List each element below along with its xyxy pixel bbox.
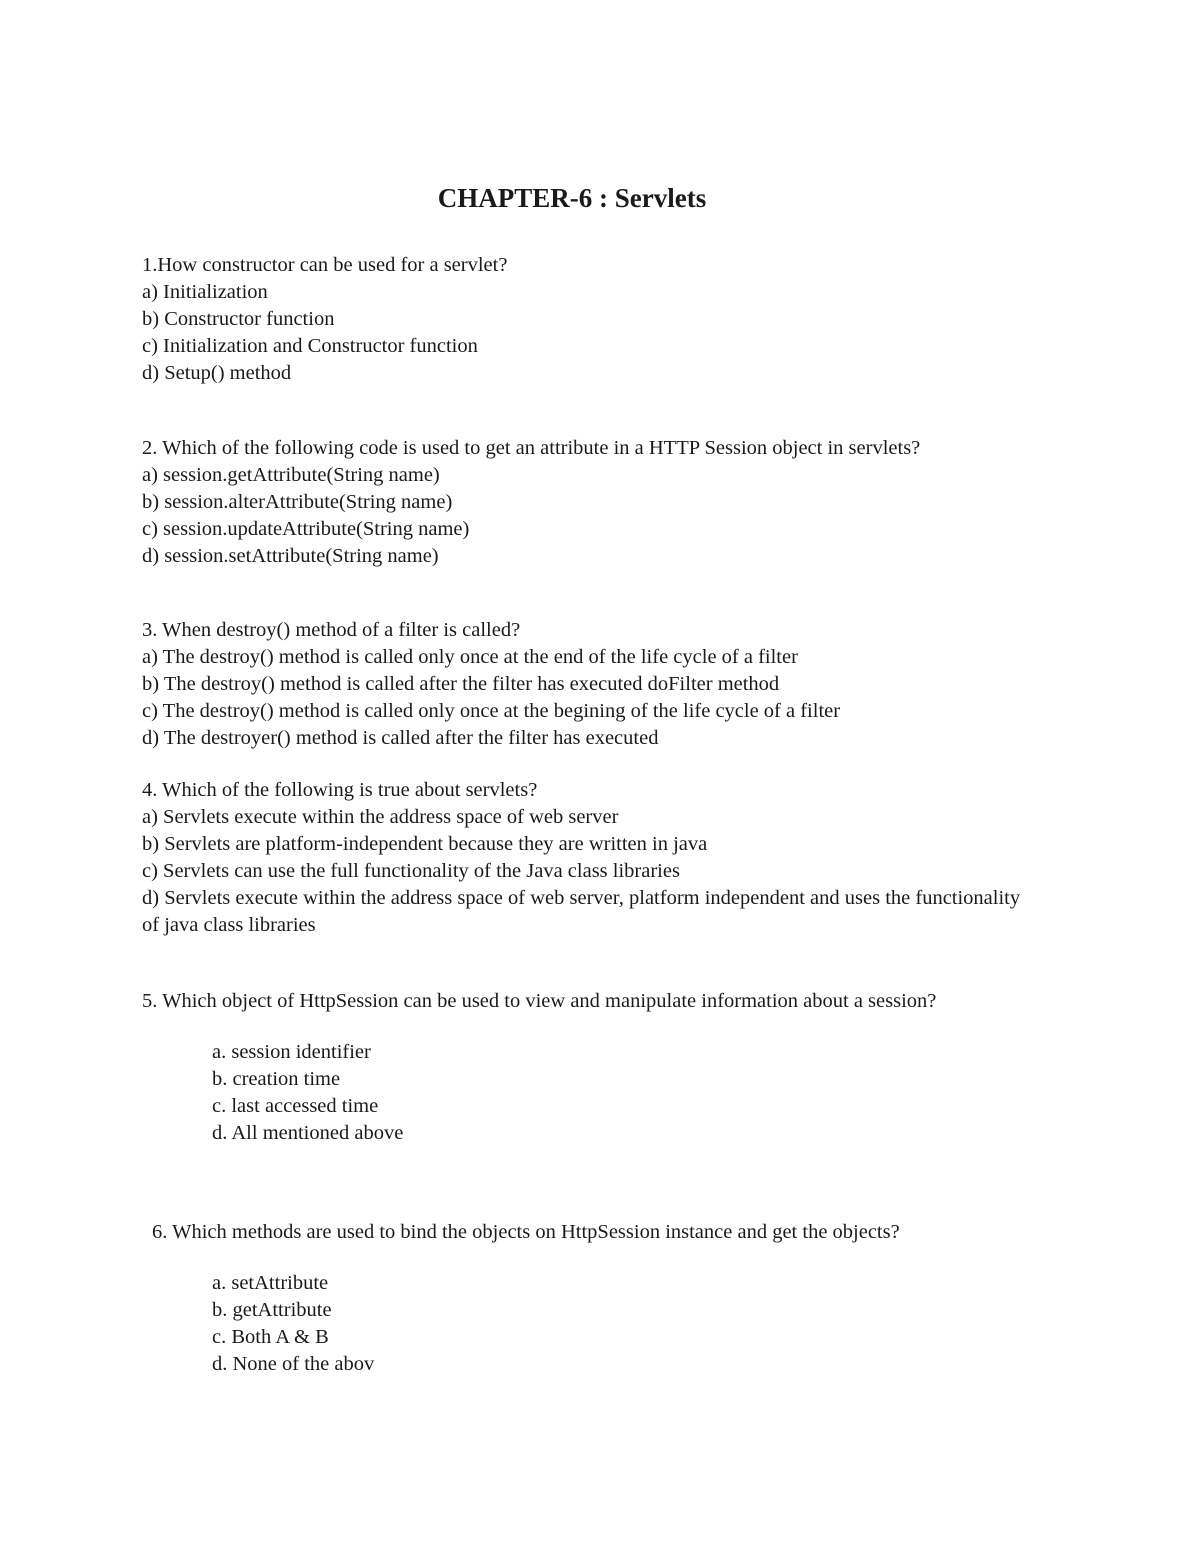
option-b: b) Constructor function (142, 308, 335, 330)
option-b: b) The destroy() method is called after the filter has executed doFilter method (142, 673, 780, 695)
option-a: a) session.getAttribute(String name) (142, 464, 440, 486)
question-6 (152, 1219, 1102, 1378)
page-title: CHAPTER-6 : Servlets (437, 183, 707, 213)
option-c: c) Servlets can use the full functionality of the Java class libraries (142, 860, 680, 882)
question-text: 1.How constructor can be used for a servlet? (142, 254, 508, 276)
question-text: 6. Which methods are used to bind the objects on HttpSession instance and get the objects? (152, 1221, 900, 1243)
option-c: c. last accessed time (212, 1095, 379, 1117)
option-b: b) session.alterAttribute(String name) (142, 491, 453, 513)
option-a: a) Servlets execute within the address space of web server (142, 806, 619, 828)
option-a: a. setAttribute (212, 1272, 329, 1294)
option-d: d) Setup() method (142, 362, 292, 384)
question-3 (142, 617, 1092, 752)
option-b: b. creation time (212, 1068, 341, 1090)
question-4 (142, 777, 1042, 939)
spacer (152, 1246, 1102, 1270)
question-5 (142, 988, 1092, 1147)
option-d: d) Servlets execute within the address space of web server, platform independent and uses the functionality of java class libraries (142, 887, 1021, 936)
question-text: 5. Which object of HttpSession can be used to view and manipulate information about a session? (142, 990, 937, 1012)
option-a: a) The destroy() method is called only once at the end of the life cycle of a filter (142, 646, 798, 668)
option-a: a) Initialization (142, 281, 268, 303)
option-d: d. All mentioned above (212, 1122, 404, 1144)
spacer (142, 1015, 1092, 1039)
option-a: a. session identifier (212, 1041, 371, 1063)
question-text: 4. Which of the following is true about servlets? (142, 779, 538, 801)
option-b: b. getAttribute (212, 1299, 332, 1321)
option-d: d) session.setAttribute(String name) (142, 545, 439, 567)
option-d: d) The destroyer() method is called after the filter has executed (142, 727, 659, 749)
option-c: c) session.updateAttribute(String name) (142, 518, 470, 540)
option-d: d. None of the abov (212, 1353, 375, 1375)
option-c: c. Both A & B (212, 1326, 329, 1348)
option-c: c) The destroy() method is called only once at the begining of the life cycle of a filter (142, 700, 841, 722)
option-c: c) Initialization and Constructor function (142, 335, 478, 357)
option-b: b) Servlets are platform-independent because they are written in java (142, 833, 708, 855)
question-2 (142, 435, 1092, 570)
question-text: 2. Which of the following code is used to get an attribute in a HTTP Session object in servlets? (142, 437, 921, 459)
question-text: 3. When destroy() method of a filter is called? (142, 619, 521, 641)
question-1 (142, 252, 1092, 387)
